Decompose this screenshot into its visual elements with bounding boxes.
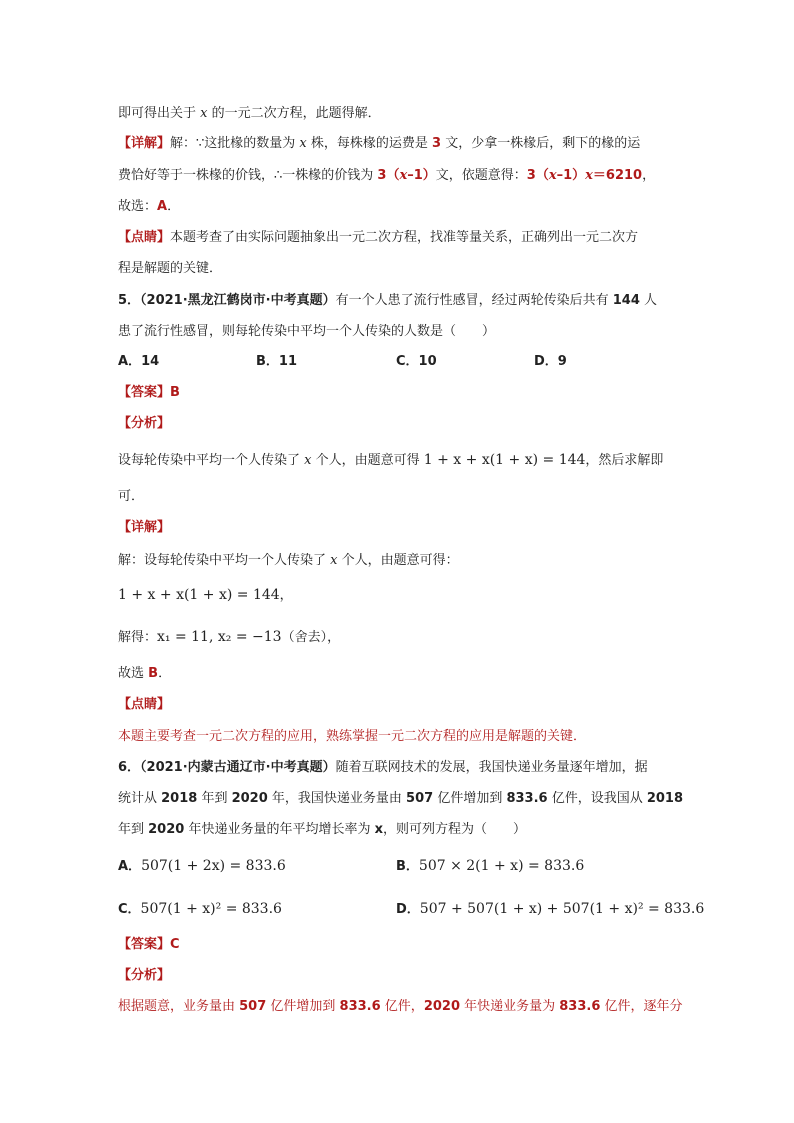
option-d <box>396 899 704 920</box>
detail-tag-line <box>118 518 170 538</box>
analysis-line-1 <box>118 997 683 1017</box>
var-x: x <box>399 168 408 183</box>
text: 患了流行性感冒，则每轮传染中平均一个人传染的人数是（ ） <box>118 324 496 339</box>
text-line <box>118 104 381 124</box>
text: 年，我国快递业务量由 <box>267 791 407 806</box>
option-value: 507 + 507(1 + x) + 507(1 + x)² = 833.6 <box>419 901 705 917</box>
text: 解：设每轮传染中平均一个人传染了 <box>118 553 331 568</box>
question-6-line-3 <box>118 820 526 840</box>
detail-tag: 【详解】 <box>118 136 171 151</box>
text: 亿件增加到 <box>266 999 340 1014</box>
expr-part: 3（ <box>377 168 400 183</box>
answer-tag: 【答案】 <box>118 937 171 952</box>
analysis-tag-text: 【分析】 <box>118 968 171 983</box>
number: 833.6 <box>559 999 601 1014</box>
question-source: （2021·黑龙江鹤岗市·中考真题） <box>140 293 336 308</box>
answer-letter: B <box>170 385 180 400</box>
text: 解：∵这批椽的数量为 <box>170 136 300 151</box>
var-x: x <box>299 136 307 151</box>
comment-line-2 <box>118 259 222 279</box>
option-a <box>118 856 286 877</box>
option-key: A． <box>118 354 142 369</box>
option-value: 14 <box>141 354 160 369</box>
option-key: D． <box>534 354 558 369</box>
text: 的一元二次方程，此题得解． <box>207 106 381 121</box>
var-x: x <box>548 168 557 183</box>
text: 年快递业务量的年平均增长率为 <box>184 822 375 837</box>
comment-line-1 <box>118 228 638 248</box>
comment-tag-line <box>118 695 170 715</box>
number: 507 <box>239 999 267 1014</box>
number: 144 <box>612 293 640 308</box>
text: 年到 <box>197 791 232 806</box>
option-key: D． <box>396 902 420 917</box>
option-key: B． <box>256 354 279 369</box>
comment-tag: 【点睛】 <box>118 697 171 712</box>
detail-line-2 <box>118 166 655 186</box>
number: 833.6 <box>339 999 381 1014</box>
answer-letter: B <box>148 666 159 681</box>
question-number: 5． <box>118 293 141 308</box>
comment-line <box>118 727 586 747</box>
equation: x₁ = 11, x₂ = −13 <box>157 629 282 645</box>
expr <box>377 168 435 183</box>
text: 个人，由题意可得 <box>311 453 424 468</box>
question-source: （2021·内蒙古通辽市·中考真题） <box>140 760 336 775</box>
text: 个人，由题意可得： <box>337 553 459 568</box>
text: ，然后求解即 <box>585 453 664 468</box>
text: 程是解题的关键． <box>118 261 223 276</box>
option-a <box>118 352 159 372</box>
question-6-line-1 <box>118 758 648 778</box>
option-c <box>396 352 437 372</box>
answer-line <box>118 383 180 403</box>
option-value: 507(1 + 2x) = 833.6 <box>141 858 286 874</box>
var-x: x <box>304 453 312 468</box>
number: 2020 <box>148 822 185 837</box>
analysis-tag <box>118 414 170 434</box>
analysis-tag <box>118 966 170 986</box>
number: 2018 <box>161 791 198 806</box>
text: 亿件， <box>380 999 424 1014</box>
solution-line-1 <box>118 551 459 571</box>
option-d <box>534 352 567 372</box>
option-value: 9 <box>557 354 567 369</box>
question-5-line-1 <box>118 291 657 311</box>
option-c <box>118 899 282 920</box>
option-key: A． <box>118 859 142 874</box>
solution-line-4 <box>118 664 171 684</box>
question-number: 6． <box>118 760 141 775</box>
number: 507 <box>406 791 434 806</box>
detail-line-3 <box>118 197 180 217</box>
text: 文，少拿一株椽后，剩下的椽的运 <box>441 136 641 151</box>
text: ． <box>158 666 172 681</box>
text: 年快递业务量为 <box>460 999 560 1014</box>
text: 本题考查了由实际问题抽象出一元二次方程，找准等量关系，正确列出一元二次方 <box>170 230 639 245</box>
text: 解得： <box>118 630 158 645</box>
var-x: x <box>200 106 208 121</box>
number: 2020 <box>231 791 268 806</box>
text: 亿件增加到 <box>433 791 507 806</box>
text: 统计从 <box>118 791 162 806</box>
option-value: 10 <box>418 354 437 369</box>
text: 费恰好等于一株椽的价钱，∴一株椽的价钱为 <box>118 168 378 183</box>
text: 故选： <box>118 199 158 214</box>
var-x: x <box>330 553 338 568</box>
expr-part: –1） <box>556 168 586 183</box>
option-value: 507 × 2(1 + x) = 833.6 <box>418 858 585 874</box>
text: 故选 <box>118 666 149 681</box>
option-b <box>256 352 297 372</box>
var-x: x <box>585 168 593 183</box>
expr-part: –1） <box>407 168 436 183</box>
answer-line <box>118 935 180 955</box>
option-key: C． <box>396 354 419 369</box>
option-b <box>396 856 584 877</box>
option-key: C． <box>118 902 141 917</box>
text: 有一个人患了流行性感冒，经过两轮传染后共有 <box>335 293 613 308</box>
text: 随着互联网技术的发展，我国快递业务量逐年增加，据 <box>335 760 648 775</box>
text: 即可得出关于 <box>118 106 201 121</box>
expr-part: 3（ <box>526 168 549 183</box>
number: 2018 <box>646 791 684 806</box>
equation: 1 + x + x(1 + x) = 144 <box>423 452 586 468</box>
analysis-line-2 <box>118 487 144 507</box>
text: 亿件，设我国从 <box>547 791 647 806</box>
answer-letter: C <box>170 937 180 952</box>
text: 可． <box>118 489 145 504</box>
answer-letter: A <box>157 199 168 214</box>
equation <box>527 168 642 183</box>
equation: 1 + x + x(1 + x) = 144 <box>118 587 280 603</box>
option-value: 507(1 + x)² = 833.6 <box>140 901 282 917</box>
number: 2020 <box>423 999 460 1014</box>
question-5-line-2 <box>118 322 495 342</box>
expr-part: ＝6210 <box>592 168 643 183</box>
text: ． <box>167 199 181 214</box>
number: 833.6 <box>506 791 548 806</box>
text: 年到 <box>118 822 149 837</box>
text: 根据题意，业务量由 <box>118 999 240 1014</box>
detail-line-1 <box>118 134 640 154</box>
detail-tag: 【详解】 <box>118 520 171 535</box>
text: 人 <box>639 293 658 308</box>
option-value: 11 <box>278 354 298 369</box>
var-x: x <box>374 822 383 837</box>
text: ，则可列方程为（ ） <box>382 822 526 837</box>
text: ， <box>642 168 656 183</box>
comment-tag: 【点睛】 <box>118 230 171 245</box>
solution-line-3 <box>118 627 340 648</box>
solution-line-2 <box>118 585 293 606</box>
analysis-line-1 <box>118 450 663 471</box>
text: 本题主要考查一元二次方程的应用，熟练掌握一元二次方程的应用是解题的关键． <box>118 729 587 744</box>
text: （舍去）， <box>281 630 341 645</box>
text: 文，依题意得： <box>435 168 527 183</box>
option-key: B． <box>396 859 419 874</box>
number: 3 <box>432 136 442 151</box>
text: ， <box>279 588 293 603</box>
text: 亿件，逐年分 <box>600 999 683 1014</box>
text: 设每轮传染中平均一个人传染了 <box>118 453 305 468</box>
text: 株，每株椽的运费是 <box>306 136 433 151</box>
analysis-tag-text: 【分析】 <box>118 416 171 431</box>
answer-tag: 【答案】 <box>118 385 171 400</box>
question-6-line-2 <box>118 789 683 809</box>
